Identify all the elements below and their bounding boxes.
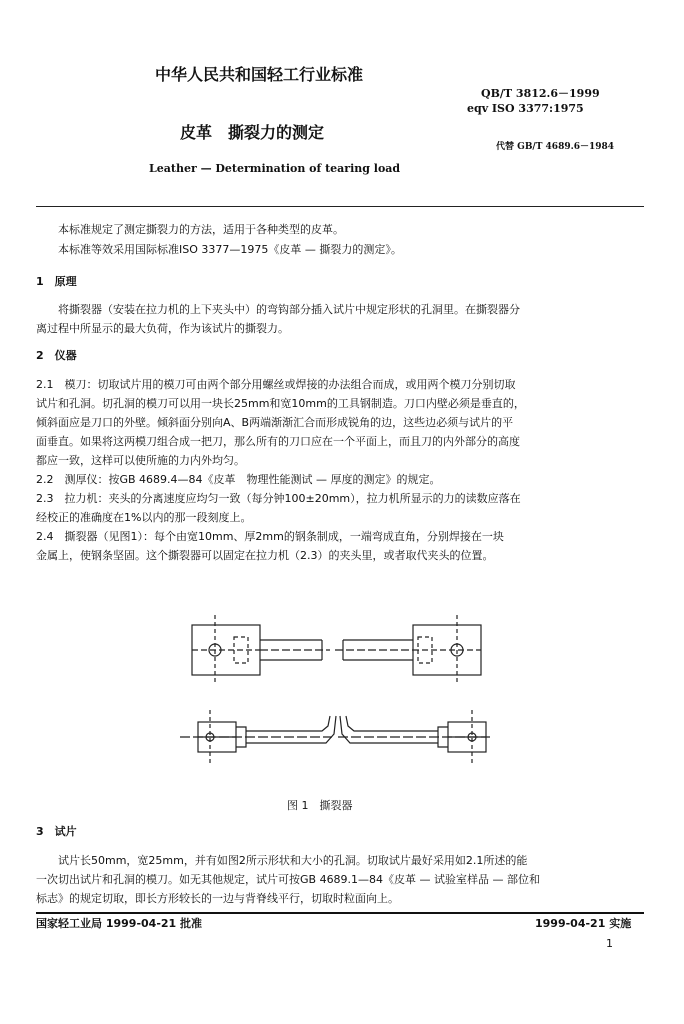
approval-date: 国家轻工业局 1999-04-21 批准 — [36, 917, 203, 930]
left-hook — [246, 716, 330, 731]
header-rule — [36, 206, 644, 207]
issuing-body: 中华人民共和国轻工行业标准 — [155, 65, 364, 84]
paragraph-line: 经校正的准确度在1%以内的那一段刻度上。 — [36, 511, 252, 524]
equivalent-standard: eqv ISO 3377:1975 — [467, 102, 584, 115]
paragraph-line: 都应一致，这样可以使所施的力内外均匀。 — [36, 454, 245, 467]
effective-date: 1999-04-21 实施 — [535, 917, 632, 930]
section-heading: 3 试片 — [36, 825, 77, 838]
paragraph-line: 将撕裂器（安装在拉力机的上下夹头中）的弯钩部分插入试片中规定形状的孔洞里。在撕裂器分 — [58, 303, 520, 316]
intro-line: 本标准规定了测定撕裂力的方法，适用于各种类型的皮革。 — [58, 223, 344, 236]
tearing-device-figure — [0, 610, 684, 810]
paragraph-line: 离过程中所显示的最大负荷，作为该试片的撕裂力。 — [36, 322, 289, 335]
figure-caption: 图 1 撕裂器 — [287, 799, 353, 812]
paragraph-line: 金属上，使钢条坚固。这个撕裂器可以固定在拉力机（2.3）的夹头里，或者取代夹头的位置。 — [36, 549, 494, 562]
document-title-cn: 皮革 撕裂力的测定 — [180, 123, 325, 142]
right-hook — [346, 716, 438, 731]
standard-number: QB/T 3812.6－1999 — [481, 87, 600, 100]
paragraph-line: 标志》的规定切取，即长方形较长的一边与背脊线平行，切取时粒面向上。 — [36, 892, 399, 905]
paragraph-line: 面垂直。如果将这两模刀组合成一把刀，那么所有的刀口应在一个平面上，而且刀的内外部分的高度 — [36, 435, 520, 448]
page-number: 1 — [606, 937, 613, 950]
replaces-standard: 代替 GB/T 4689.6－1984 — [496, 142, 615, 152]
paragraph-line: 试片长50mm，宽25mm，并有如图2所示形状和大小的孔洞。切取试片最好采用如2.1所述的能 — [58, 854, 528, 867]
paragraph-line: 2.4 撕裂器（见图1）：每个由宽10mm、厚2mm的钢条制成，一端弯成直角，分别焊接在一块 — [36, 530, 504, 543]
section-heading: 1 原理 — [36, 275, 77, 288]
paragraph-line: 一次切出试片和孔洞的模刀。如无其他规定，试片可按GB 4689.1—84《皮革 — 试验室样品 — 部位和 — [36, 873, 541, 886]
section-heading: 2 仪器 — [36, 349, 77, 362]
intro-line: 本标准等效采用国际标准ISO 3377—1975《皮革 — 撕裂力的测定》。 — [58, 243, 402, 256]
footer-rule — [36, 912, 644, 914]
paragraph-line: 2.1 模刀：切取试片用的模刀可由两个部分用螺丝或焊接的办法组合而成，或用两个模刀分别切取 — [36, 378, 516, 391]
paragraph-line: 倾斜面应是刀口的外壁。倾斜面分别向A、B两端渐渐汇合而形成锐角的边，这些边必须与试片的平 — [36, 416, 514, 429]
paragraph-line: 2.2 测厚仪：按GB 4689.4—84《皮革 物理性能测试 — 厚度的测定》的规定。 — [36, 473, 441, 486]
paragraph-line: 2.3 拉力机：夹头的分离速度应均匀一致（每分钟100±20mm），拉力机所显示的力的读数应落在 — [36, 492, 521, 505]
paragraph-line: 试片和孔洞。切孔洞的模刀可以用一块长25mm和宽10mm的工具钢制造。刀口内壁必须是垂直的， — [36, 397, 525, 410]
document-title-en: Leather — Determination of tearing load — [149, 162, 401, 175]
